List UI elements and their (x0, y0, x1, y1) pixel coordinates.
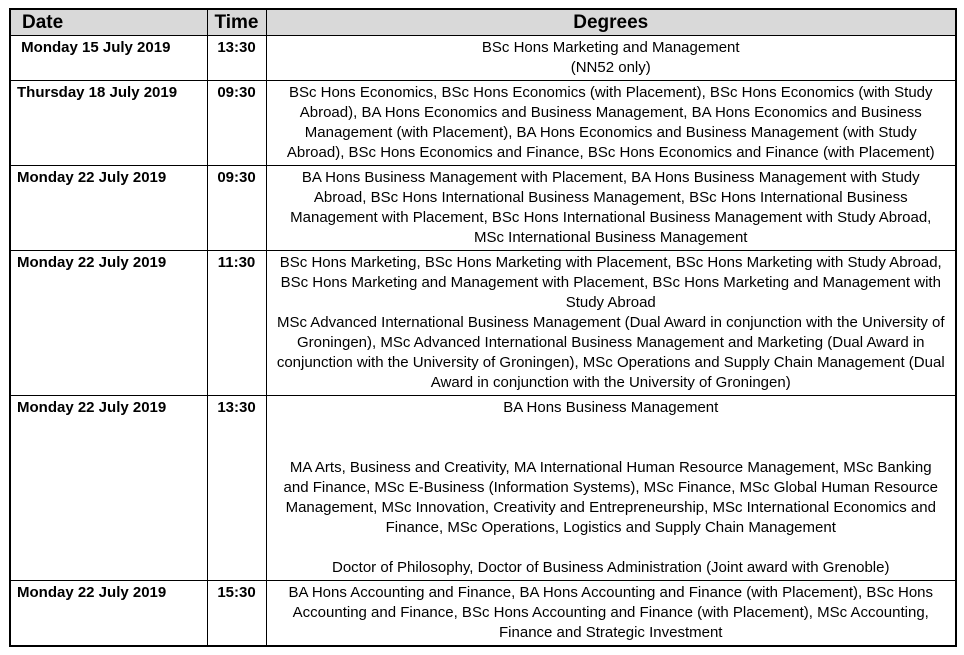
time-cell: 13:30 (207, 36, 266, 81)
blank-line (277, 538, 946, 558)
degrees-cell (266, 36, 956, 81)
table-row (10, 396, 956, 581)
date-cell: Monday 22 July 2019 (10, 581, 207, 647)
time-cell: 09:30 (207, 81, 266, 166)
date-cell: Monday 22 July 2019 (10, 166, 207, 251)
date-cell: Thursday 18 July 2019 (10, 81, 207, 166)
time-cell: 15:30 (207, 581, 266, 647)
degrees-cell (266, 581, 956, 647)
header-row (10, 9, 956, 36)
date-cell: Monday 22 July 2019 (10, 396, 207, 581)
degrees-paragraph: (NN52 only) (570, 59, 651, 76)
degrees-paragraph: Doctor of Philosophy, Doctor of Business Administration (Joint award with Grenoble) (332, 559, 890, 576)
degrees-paragraph: MSc Advanced International Business Management (Dual Award in conjunction with the University of Groningen), MSc Advanced International Business Management and Marketing (Dual Award in conjunction with the University of Groningen), MSc Operations and Supply Chain Management (Dual Award in conjunction with the University of Groningen) (276, 314, 945, 391)
date-cell: Monday 22 July 2019 (10, 251, 207, 396)
degrees-paragraph: BA Hons Business Management (503, 399, 719, 416)
table-row (10, 36, 956, 81)
degrees-paragraph: BA Hons Accounting and Finance, BA Hons Accounting and Finance (with Placement), BSc Hons Accounting and Finance, BSc Hons Accounting and Finance (with Placement), MSc Accounting, Finance and Strategic Investment (288, 584, 934, 641)
date-cell: Monday 15 July 2019 (10, 36, 207, 81)
degrees-paragraph: BSc Hons Marketing, BSc Hons Marketing with Placement, BSc Hons Marketing with Study Abroad, BSc Hons Marketing and Management with Placement, BSc Hons Marketing and Management with Study Abroad (279, 254, 942, 311)
column-header-degrees: Degrees (266, 9, 956, 36)
degrees-paragraph: BSc Hons Economics, BSc Hons Economics (with Placement), BSc Hons Economics (with Study Abroad), BA Hons Economics and Business Management, BA Hons Economics and Business Management (with Placement), BA Hons Economics and Business Management (with Study Abroad), BSc Hons Economics and Finance, BSc Hons Economics and Finance (with Placement) (286, 84, 935, 161)
degrees-paragraph: BA Hons Business Management with Placement, BA Hons Business Management with Study Abroad, BSc Hons International Business Management, BSc Hons International Business Management with Placement, BSc Hons International Business Management with Study Abroad, MSc International Business Management (290, 169, 932, 246)
column-header-date: Date (10, 9, 207, 36)
blank-line (277, 418, 946, 438)
blank-line (277, 438, 946, 458)
table-row (10, 581, 956, 647)
time-cell: 13:30 (207, 396, 266, 581)
degrees-cell (266, 396, 956, 581)
degrees-paragraph: BSc Hons Marketing and Management (481, 39, 740, 56)
degrees-cell (266, 81, 956, 166)
degrees-cell (266, 166, 956, 251)
table-row (10, 251, 956, 396)
time-cell: 09:30 (207, 166, 266, 251)
table-row (10, 166, 956, 251)
time-cell: 11:30 (207, 251, 266, 396)
table-body (10, 36, 956, 647)
column-header-time: Time (207, 9, 266, 36)
table-row (10, 81, 956, 166)
graduation-schedule-table (9, 8, 957, 647)
degrees-paragraph: MA Arts, Business and Creativity, MA International Human Resource Management, MSc Banking and Finance, MSc E-Business (Information Systems), MSc Finance, MSc Global Human Resource Management, MSc Innovation, Creativity and Entrepreneurship, MSc International Economics and Finance, MSc Operations, Logistics and Supply Chain Management (283, 459, 938, 536)
degrees-cell (266, 251, 956, 396)
